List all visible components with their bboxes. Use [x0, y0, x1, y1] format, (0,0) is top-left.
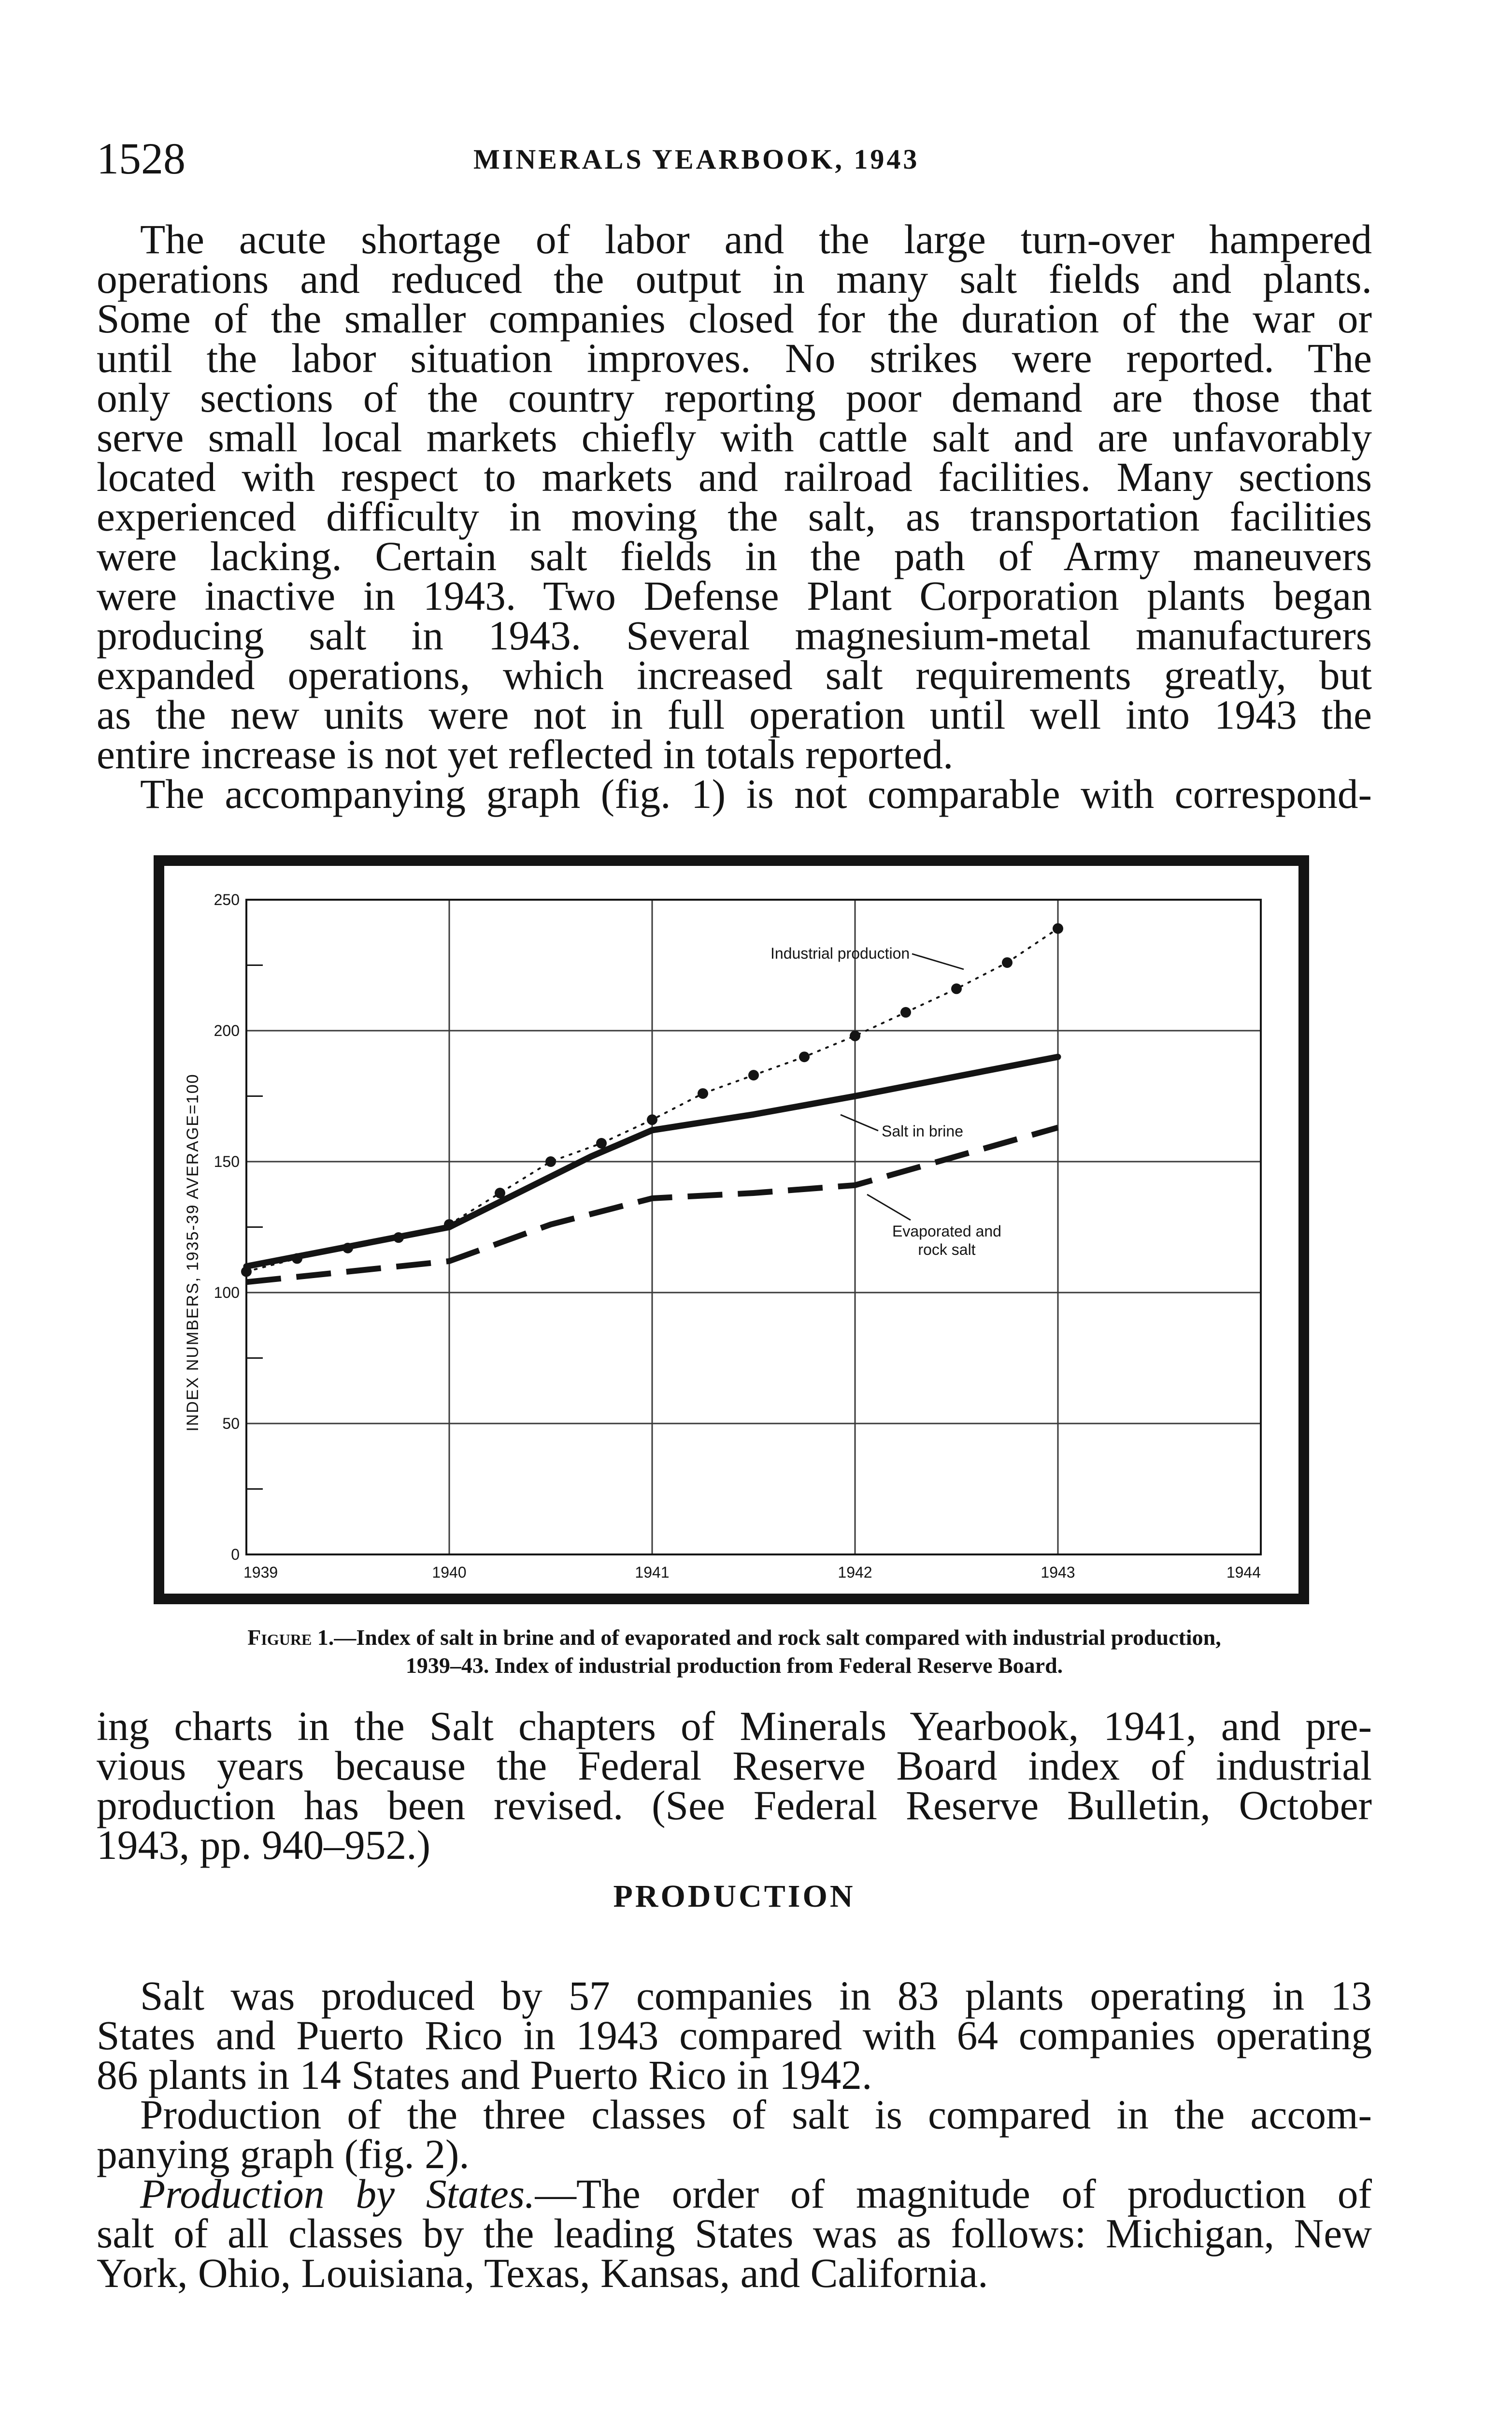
data-point-industrial-production [698, 1088, 708, 1099]
data-point-industrial-production [1053, 923, 1063, 934]
caption-label: Figure 1. [247, 1625, 334, 1650]
y-axis-label: INDEX NUMBERS, 1935-39 AVERAGE=100 [184, 1073, 202, 1432]
text-line: located with respect to markets and railroad facilities. Many sections [97, 455, 1372, 500]
text-line: States and Puerto Rico in 1943 compared with 64 companies operating [97, 2013, 1372, 2058]
paragraph-2-continued [97, 1704, 1372, 1868]
x-tick-label: 1942 [838, 1564, 872, 1581]
data-point-industrial-production [1002, 957, 1013, 968]
plot-border [246, 900, 1261, 1554]
text-line: vious years because the Federal Reserve Board index of industrial [97, 1743, 1372, 1789]
data-point-industrial-production [799, 1051, 810, 1062]
x-tick-label: 1940 [432, 1564, 467, 1581]
x-tick-label: 1944 [1226, 1564, 1261, 1581]
figure-1-chart [164, 866, 1298, 1594]
data-point-industrial-production [951, 983, 962, 994]
paragraph-1 [97, 217, 1372, 817]
text-line: only sections of the country reporting poor demand are those that [97, 375, 1372, 421]
annotation-evaporated-line1: Evaporated and [892, 1222, 1001, 1240]
text-line: ing charts in the Salt chapters of Minerals Yearbook, 1941, and pre- [97, 1704, 1372, 1749]
data-point-industrial-production [545, 1156, 556, 1167]
text-line: entire increase is not yet reflected in totals reported. [97, 732, 954, 777]
text-line: Salt was produced by 57 companies in 83 plants operating in 13 [140, 1973, 1372, 2019]
text-run: —The order of magnitude of production of [535, 2172, 1372, 2217]
text-line: operations and reduced the output in many salt fields and plants. [97, 257, 1372, 302]
caption-text-1: —Index of salt in brine and of evaporated and rock salt compared with industrial production, [334, 1625, 1221, 1650]
figure-caption [97, 1624, 1372, 1680]
text-line: Production of the three classes of salt is compared in the accom- [140, 2092, 1372, 2138]
annotation-brine: Salt in brine [882, 1122, 963, 1140]
text-line: York, Ohio, Louisiana, Texas, Kansas, and California. [97, 2251, 988, 2296]
y-tick-label: 50 [222, 1415, 240, 1432]
chart-labels [184, 945, 1001, 1432]
y-tick-label: 200 [214, 1022, 240, 1039]
text-line: The accompanying graph (fig. 1) is not comparable with correspond- [140, 772, 1372, 817]
leader-evaporated [867, 1194, 911, 1220]
annotation-industrial: Industrial production [770, 945, 910, 962]
leader-industrial [912, 954, 964, 969]
caption-line-2: 1939–43. Index of industrial production from Federal Reserve Board. [405, 1653, 1063, 1678]
text-line: serve small local markets chiefly with cattle salt and are unfavorably [97, 415, 1372, 460]
text-line: as the new units were not in full operation until well into 1943 the [97, 692, 1372, 738]
running-head: MINERALS YEARBOOK, 1943 [473, 144, 920, 175]
text-line: until the labor situation improves. No strikes were reported. The [97, 336, 1372, 381]
text-line: were lacking. Certain salt fields in the path of Army maneuvers [97, 534, 1372, 579]
y-tick-label: 0 [231, 1546, 240, 1563]
x-tick-label: 1939 [243, 1564, 278, 1581]
text-line: Some of the smaller companies closed for the duration of the war or [97, 296, 1372, 342]
text-line: were inactive in 1943. Two Defense Plant Corporation plants began [97, 574, 1372, 619]
y-tick-label: 100 [214, 1284, 240, 1301]
paragraph-3 [97, 1973, 1372, 2098]
caption-line-1 [97, 1624, 1372, 1652]
text-line: The acute shortage of labor and the large turn-over hampered [140, 217, 1372, 262]
data-point-industrial-production [850, 1031, 860, 1041]
data-point-industrial-production [900, 1007, 911, 1018]
page-header [97, 129, 1372, 187]
paragraph-4 [97, 2092, 1372, 2177]
text-line: experienced difficulty in moving the salt, as transportation facilities [97, 494, 1372, 540]
y-tick-label: 250 [214, 891, 240, 908]
y-tick-label: 150 [214, 1153, 240, 1170]
run-in-heading: Production by States. [140, 2172, 535, 2217]
page-number: 1528 [97, 134, 185, 183]
text-line: expanded operations, which increased salt requirements greatly, but [97, 653, 1372, 698]
x-tick-label: 1941 [635, 1564, 670, 1581]
text-line: salt of all classes by the leading States was as follows: Michigan, New [97, 2211, 1372, 2257]
annotation-evaporated-line2: rock salt [918, 1241, 976, 1258]
section-heading-production: PRODUCTION [613, 1879, 856, 1914]
text-line: 1943, pp. 940–952.) [97, 1823, 431, 1868]
text-line: producing salt in 1943. Several magnesium-metal manufacturers [97, 613, 1372, 659]
data-point-industrial-production [647, 1114, 657, 1125]
data-point-industrial-production [748, 1070, 759, 1080]
chart-axes [214, 891, 1261, 1581]
paragraph-5 [97, 2172, 1372, 2296]
x-tick-label: 1943 [1041, 1564, 1075, 1581]
text-line: panying graph (fig. 2). [97, 2132, 470, 2177]
text-line [97, 2172, 1372, 2217]
chart-grid [246, 900, 1261, 1554]
leader-brine [841, 1115, 878, 1131]
text-line: production has been revised. (See Federal Reserve Bulletin, October [97, 1783, 1372, 1828]
text-line: 86 plants in 14 States and Puerto Rico in 1942. [97, 2053, 872, 2098]
data-point-industrial-production [596, 1138, 607, 1149]
